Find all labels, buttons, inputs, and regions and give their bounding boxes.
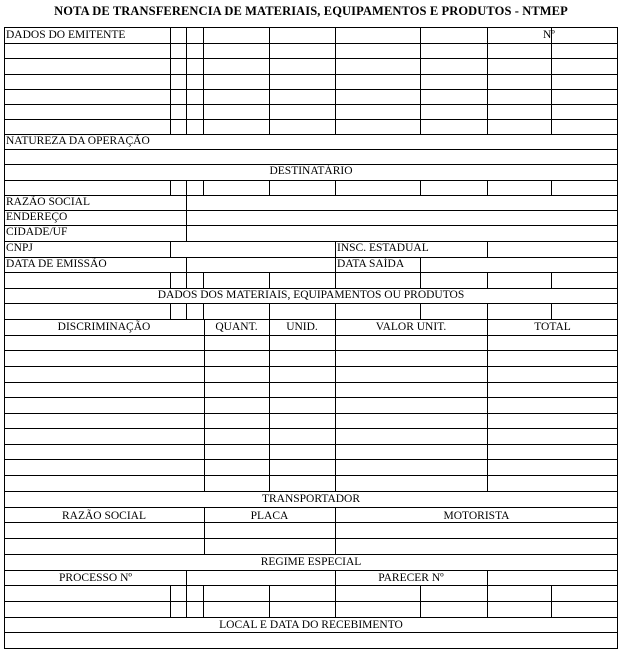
cidade-uf-label: CIDADE/UF (6, 226, 68, 238)
data-saida-label: DATA SAÍDA (337, 258, 405, 270)
processo-label: PROCESSO Nº (59, 572, 132, 584)
col-quant: QUANT. (215, 321, 258, 333)
parecer-label: PARECER Nº (378, 572, 444, 584)
endereco-label: ENDEREÇO (6, 211, 68, 223)
col-discriminacao: DISCRIMINAÇÃO (57, 321, 151, 333)
cnpj-label: CNPJ (6, 242, 33, 254)
razao-social-label: RAZÃO SOCIAL (6, 196, 91, 208)
insc-estadual-label: INSC. ESTADUAL (337, 242, 429, 254)
recebimento-label: LOCAL E DATA DO RECEBIMENTO (219, 619, 403, 631)
document-title: NOTA DE TRANSFERENCIA DE MATERIAIS, EQUIPAMENTOS E PRODUTOS - NTMEP (54, 4, 568, 18)
materiais-header: DADOS DOS MATERIAIS, EQUIPAMENTOS OU PRODUTOS (157, 289, 465, 301)
col-total: TOTAL (534, 321, 571, 333)
col-valor-unit: VALOR UNIT. (375, 321, 447, 333)
col-unid: UNID. (286, 321, 318, 333)
transp-col-razao-social: RAZÃO SOCIAL (61, 510, 146, 522)
transportador-header: TRANSPORTADOR (261, 493, 361, 505)
transp-col-placa: PLACA (250, 510, 289, 522)
natureza-operacao-label: NATUREZA DA OPERAÇÃO (6, 135, 150, 147)
regime-especial-header: REGIME ESPECIAL (260, 556, 362, 568)
numero-label: Nº (543, 29, 555, 41)
destinatario-header: DESTINATÁRIO (269, 165, 353, 177)
data-emissao-label: DATA DE EMISSÃO (6, 258, 107, 270)
transp-col-motorista: MOTORISTA (443, 510, 510, 522)
emitente-header: DADOS DO EMITENTE (6, 29, 126, 41)
